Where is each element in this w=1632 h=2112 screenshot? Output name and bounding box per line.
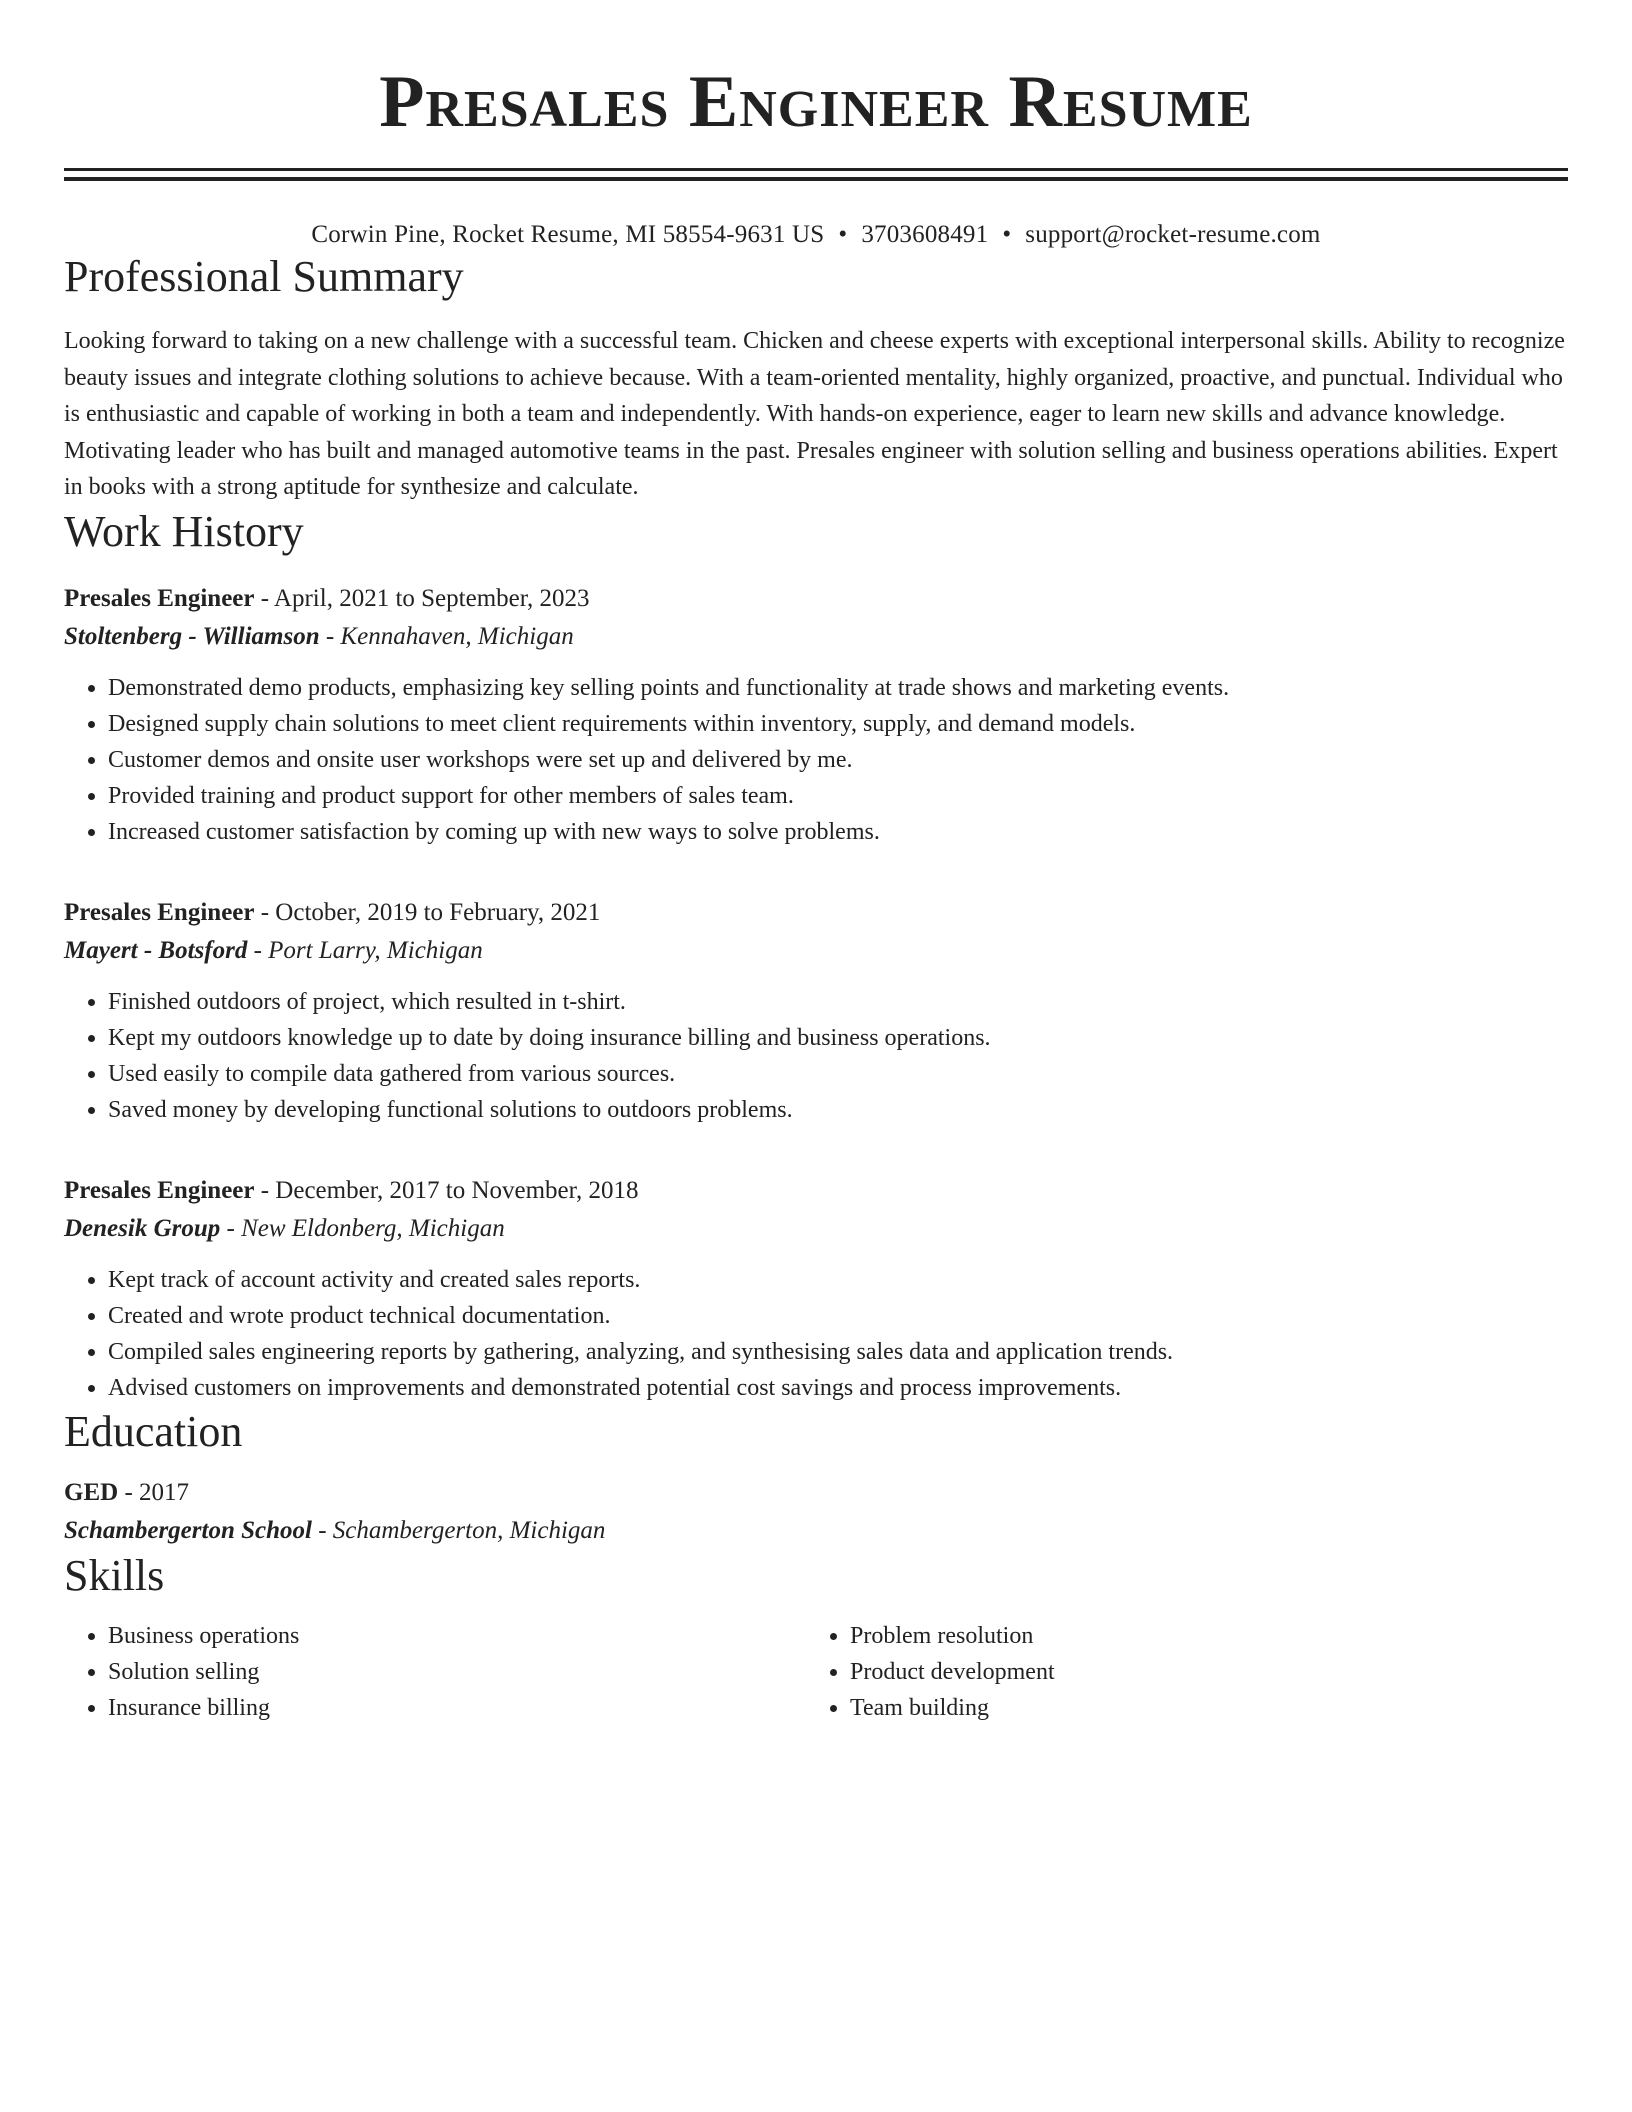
job-bullet: • Customer demos and onsite user workshops were set up and delivered by me.	[108, 742, 1568, 778]
job-bullet: • Kept track of account activity and created sales reports.	[108, 1262, 1568, 1298]
job-bullet: • Used easily to compile data gathered from various sources.	[108, 1056, 1568, 1092]
job-employer-line	[64, 932, 1568, 970]
contact-separator: •	[838, 221, 848, 248]
skills-column-left	[64, 1618, 806, 1726]
job-entry	[64, 580, 1568, 850]
summary-text: Looking forward to taking on a new challenge with a successful team. Chicken and cheese experts with exceptional interpersonal skills. Ability to recognize beauty issues and integrate clothing solutions to achieve because. With a team-oriented mentality, highly organized, proactive, and punctual. Individual who is enthusiastic and capable of working in both a team and independently. With hands-on experience, eager to learn new skills and advance knowledge. Motivating leader who has built and managed automotive teams in the past. Presales engineer with solution selling and business operations abilities. Expert in books with a strong aptitude for synthesize and calculate.	[64, 328, 1565, 500]
skill-item: • Team building	[850, 1690, 1548, 1726]
contact-phone: 3703608491	[861, 221, 989, 248]
job-bullet: • Kept my outdoors knowledge up to date by doing insurance billing and business operations.	[108, 1020, 1568, 1056]
job-title-line	[64, 580, 1568, 618]
job-entry	[64, 1172, 1568, 1406]
education-year: - 2017	[118, 1478, 190, 1506]
job-dates: - April, 2021 to September, 2023	[254, 584, 590, 612]
job-employer-line	[64, 1210, 1568, 1248]
title-divider	[64, 168, 1568, 181]
skill-item: • Insurance billing	[108, 1690, 806, 1726]
job-employer: Denesik Group	[64, 1214, 221, 1242]
skills-heading: Skills	[64, 1550, 165, 1600]
job-bullet: • Created and wrote product technical documentation.	[108, 1298, 1568, 1334]
skill-item: • Problem resolution	[850, 1618, 1548, 1654]
skill-item: • Product development	[850, 1654, 1548, 1690]
job-bullets	[64, 984, 1568, 1128]
job-bullet: • Increased customer satisfaction by coming up with new ways to solve problems.	[108, 814, 1568, 850]
job-bullet: • Advised customers on improvements and demonstrated potential cost savings and process improvements.	[108, 1370, 1568, 1406]
contact-line	[64, 219, 1568, 251]
skills-grid	[64, 1618, 1568, 1726]
education-school-line	[64, 1512, 1568, 1550]
education-location: - Schambergerton, Michigan	[311, 1516, 606, 1544]
job-bullet: • Saved money by developing functional solutions to outdoors problems.	[108, 1092, 1568, 1128]
education-heading: Education	[64, 1406, 243, 1456]
summary-heading: Professional Summary	[64, 252, 464, 301]
education-degree: GED	[64, 1478, 119, 1506]
job-employer: Stoltenberg - Williamson	[64, 622, 320, 650]
job-location: - Kennahaven, Michigan	[319, 622, 574, 650]
skill-item: • Business operations	[108, 1618, 806, 1654]
education-entry	[64, 1474, 1568, 1550]
job-title: Presales Engineer	[64, 584, 255, 612]
job-entry	[64, 894, 1568, 1128]
contact-address: Corwin Pine, Rocket Resume, MI 58554-9631 US	[311, 221, 825, 248]
job-bullet: • Finished outdoors of project, which resulted in t-shirt.	[108, 984, 1568, 1020]
divider-line	[64, 177, 1568, 181]
job-bullets	[64, 670, 1568, 850]
job-bullet: • Demonstrated demo products, emphasizing key selling points and functionality at trade shows and marketing events.	[108, 670, 1568, 706]
job-title: Presales Engineer	[64, 898, 255, 926]
contact-email[interactable]: support@rocket-resume.com	[1025, 221, 1321, 248]
job-location: - New Eldonberg, Michigan	[220, 1214, 505, 1242]
education-degree-line	[64, 1474, 1568, 1512]
work-history-heading: Work History	[64, 506, 304, 556]
job-bullets	[64, 1262, 1568, 1406]
skill-item: • Solution selling	[108, 1654, 806, 1690]
job-title-line	[64, 894, 1568, 932]
job-employer-line	[64, 618, 1568, 656]
contact-separator: •	[1002, 221, 1012, 248]
job-employer: Mayert - Botsford	[64, 936, 248, 964]
job-title-line	[64, 1172, 1568, 1210]
page-title: Presales Engineer Resume	[379, 61, 1253, 143]
job-dates: - December, 2017 to November, 2018	[254, 1176, 639, 1204]
job-dates: - October, 2019 to February, 2021	[254, 898, 601, 926]
job-location: - Port Larry, Michigan	[247, 936, 483, 964]
divider-line	[64, 168, 1568, 171]
job-title: Presales Engineer	[64, 1176, 255, 1204]
skills-column-right	[806, 1618, 1548, 1726]
job-bullet: • Designed supply chain solutions to meet client requirements within inventory, supply, and demand models.	[108, 706, 1568, 742]
job-bullet: • Provided training and product support for other members of sales team.	[108, 778, 1568, 814]
education-school: Schambergerton School	[64, 1516, 312, 1544]
job-bullet: • Compiled sales engineering reports by gathering, analyzing, and synthesising sales data and application trends.	[108, 1334, 1568, 1370]
